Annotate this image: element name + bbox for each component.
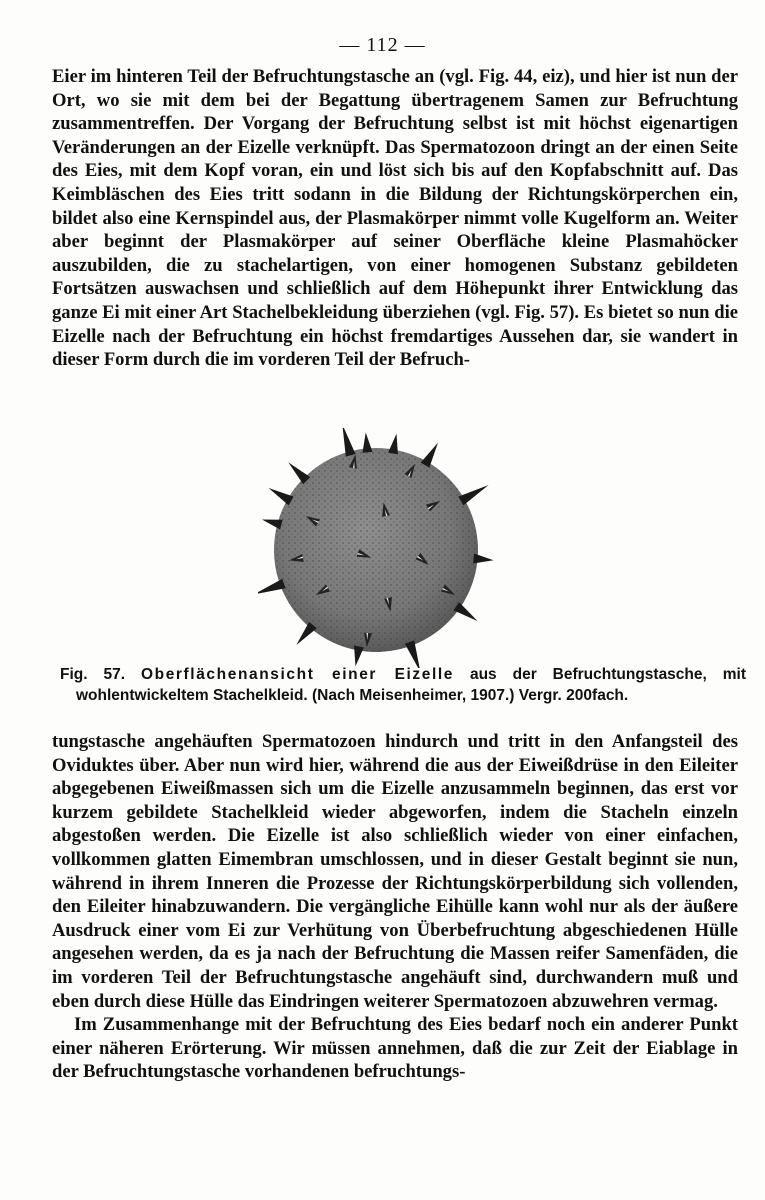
page-number: — 112 — <box>339 34 426 56</box>
caption-line-2: wohlentwickeltem Stachelkleid. (Nach Meisenheimer, 1907.) Vergr. 200fach. <box>76 687 629 704</box>
spiny-egg-cell-illustration <box>258 428 498 668</box>
rim-spine <box>342 428 355 457</box>
figure-57 <box>258 428 498 668</box>
paragraph: tungstasche angehäuften Spermatozoen hindurch und tritt in den Anfangsteil des Oviduktes über. Aber nun wird hier, während die aus der Eiweißdrüse in den Eileiter abgegebenen Eiweißmassen sich um die Eizelle anzusammeln beginnen, das erst vor kurzem gebildete Stachelkleid wieder abgeworfen, indem die Stacheln einzeln abgestoßen werden. Die Eizelle ist also schließlich wieder von einer einfachen, vollkommen glatten Eimembran umschlossen, und in dieser Gestalt beginnt sie nun, während in ihrem Inneren die Prozesse der Richtungskörperbildung sich vollenden, den Eileiter hinabzuwandern. Die vergängliche Eihülle kann wohl nur als der äußere Ausdruck einer vom Ei zur Verhütung von Überbefruchtung abgeschiedenen Hülle angesehen werden, da es ja nach der Befruchtung die Massen reifer Samenfäden, die im vorderen Teil der Befruchtungstasche angehäuft sind, durchwandern muß und eben durch diese Hülle das Eindringen weiterer Spermatozoen abzuwehren vermag. <box>52 731 738 1012</box>
top-text-block <box>52 65 738 372</box>
caption-text: aus der Befruchtungstasche, mit <box>469 666 746 683</box>
figure-caption <box>60 664 746 706</box>
bottom-text-block <box>52 730 738 1084</box>
rim-spine <box>473 554 493 564</box>
paragraph: Eier im hinteren Teil der Befruchtungstasche an (vgl. Fig. 44, eiz), und hier ist nun der Ort, wo sie mit dem bei der Begattung übertragenem Samen zur Befruchtung zusammentreffen. Der Vorgang der Befruchtung selbst ist mit höchst eigenartigen Veränderungen an der Eizelle verknüpft. Das Spermatozoon dringt an der einen Seite des Eies, mit dem Kopf voran, ein und löst sich bis auf den Kopfabschnitt auf. Das Keimbläschen des Eies tritt sodann in die Bildung der Richtungskörperchen ein, bildet also eine Kernspindel aus, der Plasmakörper nimmt volle Kugelform an. Weiter aber beginnt der Plasmakörper auf seiner Oberfläche kleine Plasmahöcker auszubilden, die zu stachelartigen, von einer homogenen Substanz gebildeten Fortsätzen auswachsen und schließlich auf dem Höhepunkt ihrer Entwicklung das ganze Ei mit einer Art Stachelbekleidung überziehen (vgl. Fig. 57). Es bietet so nun die Eizelle nach der Befruchtung ein höchst fremdartiges Aussehen dar, sie wandert in dieser Form durch die im vorderen Teil der Befruch- <box>52 66 738 371</box>
rim-spine <box>421 443 438 468</box>
figure-label: Fig. 57. <box>60 666 126 683</box>
rim-spine <box>269 488 294 505</box>
caption-spaced-text: Oberflächenansicht einer Eizelle <box>140 666 455 683</box>
rim-spine <box>262 519 283 529</box>
rim-spine <box>458 485 488 505</box>
rim-spine <box>258 579 286 595</box>
rim-spine <box>388 434 398 455</box>
paragraph: Im Zusammenhange mit der Befruchtung des Eies bedarf noch ein anderer Punkt einer näheren Erörterung. Wir müssen annehmen, daß die zur Zeit der Eiablage in der Befruchtungstasche vorhandenen befruchtungs- <box>52 1014 738 1083</box>
rim-spine <box>362 432 372 452</box>
caption-line-1 <box>60 664 746 685</box>
